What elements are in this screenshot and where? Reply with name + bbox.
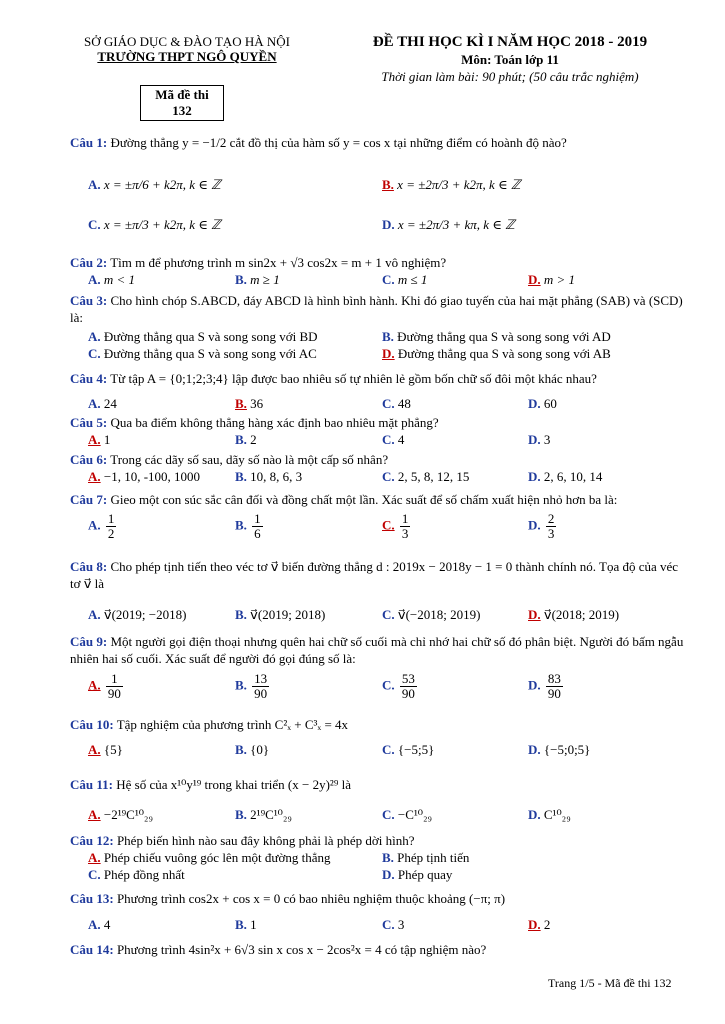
option-letter: A. [88, 677, 101, 693]
option-letter: A. [88, 396, 101, 411]
option-letter: D. [528, 742, 541, 757]
question-text: Một người gọi điện thoại nhưng quên hai chữ số cuối mà chỉ nhớ hai chữ số đó phân biệt. Người đó bấm ngẫu nhiên hai số cuối. Xác suất để người đó gọi đúng số là: [70, 634, 684, 666]
option-text: {−5;5} [397, 742, 435, 757]
option-6c[interactable] [382, 468, 469, 485]
question-2 [70, 254, 690, 271]
option-text: Phép tịnh tiến [397, 850, 470, 865]
option-text: C¹⁰₂₉ [543, 807, 571, 822]
option-3a[interactable] [88, 328, 318, 345]
exam-code-box [140, 85, 224, 121]
option-8c[interactable] [382, 606, 480, 623]
numerator: 2 [547, 511, 555, 526]
denominator: 2 [107, 526, 115, 541]
option-2c[interactable] [382, 271, 427, 288]
exam-header [335, 34, 685, 85]
option-letter: D. [528, 396, 541, 411]
option-text: v⃗(2019; −2018) [103, 607, 187, 622]
option-letter: B. [235, 807, 247, 822]
question-label: Câu 2: [70, 255, 108, 270]
option-1a[interactable] [88, 176, 221, 193]
question-text: Hệ số của x¹⁰y¹⁹ trong khai triển (x − 2y)²⁹ là [116, 777, 351, 792]
option-text: {5} [103, 742, 123, 757]
option-letter: B. [235, 517, 247, 533]
question-14 [70, 941, 690, 958]
option-9a[interactable] [88, 672, 125, 701]
option-letter: D. [528, 607, 541, 622]
option-letter: A. [88, 807, 101, 822]
option-1d[interactable] [382, 216, 515, 233]
option-letter: C. [88, 217, 101, 232]
option-text: 2 [250, 432, 257, 447]
question-text: Phương trình 4sin²x + 6√3 sin x cos x − 2cos²x = 4 có tập nghiệm nào? [116, 942, 487, 957]
option-text: 3 [543, 432, 551, 447]
option-text: v⃗(2018; 2019) [543, 607, 620, 622]
option-5d[interactable] [528, 431, 550, 448]
exam-code-label: Mã đề thi [155, 87, 209, 102]
question-text: Cho hình chóp S.ABCD, đáy ABCD là hình bình hành. Khi đó giao tuyến của hai mặt phẳng (SAB) và (SCD) là: [70, 293, 683, 325]
option-11a[interactable] [88, 806, 153, 823]
option-letter: D. [528, 677, 541, 693]
option-letter: A. [88, 742, 101, 757]
option-10c[interactable] [382, 741, 434, 758]
fraction [252, 512, 263, 541]
option-text: −1, 10, -100, 1000 [103, 469, 201, 484]
question-text: Gieo một con súc sắc cân đối và đồng chất một lần. Xác suất để số chấm xuất hiện nhỏ hơn ba là: [110, 492, 618, 507]
question-8 [70, 558, 690, 592]
option-text: 60 [543, 396, 557, 411]
option-letter: C. [382, 517, 395, 533]
option-letter: D. [528, 917, 541, 932]
option-text: Phép chiếu vuông góc lên một đường thẳng [103, 850, 331, 865]
option-letter: C. [382, 432, 395, 447]
question-9 [70, 633, 690, 667]
option-letter: B. [382, 850, 394, 865]
option-13a[interactable] [88, 916, 110, 933]
fraction [400, 672, 417, 701]
option-text: {−5;0;5} [543, 742, 591, 757]
option-text: x = ±π/6 + k2π, k ∈ ℤ [103, 177, 221, 192]
option-letter: A. [88, 607, 101, 622]
option-12c[interactable] [88, 866, 185, 883]
option-letter: B. [235, 607, 247, 622]
option-2a[interactable] [88, 271, 135, 288]
option-letter: B. [235, 396, 247, 411]
option-3d[interactable] [382, 345, 611, 362]
option-text: 2 [543, 917, 551, 932]
option-5b[interactable] [235, 431, 257, 448]
option-letter: D. [528, 517, 541, 533]
option-text: m ≥ 1 [250, 272, 280, 287]
option-text: x = ±2π/3 + k2π, k ∈ ℤ [397, 177, 521, 192]
option-7a[interactable] [88, 512, 118, 541]
option-4c[interactable] [382, 395, 411, 412]
option-letter: C. [382, 807, 395, 822]
question-text: Trong các dãy số sau, dãy số nào là một cấp số nhân? [110, 452, 389, 467]
question-5 [70, 414, 690, 431]
option-letter: B. [235, 917, 247, 932]
option-letter: C. [382, 742, 395, 757]
option-text: v⃗(2019; 2018) [250, 607, 326, 622]
question-10 [70, 716, 690, 733]
option-4a[interactable] [88, 395, 117, 412]
option-letter: A. [88, 272, 101, 287]
denominator: 6 [254, 526, 261, 541]
option-letter: B. [235, 742, 247, 757]
fraction [106, 672, 123, 701]
question-label: Câu 1: [70, 135, 108, 150]
denominator: 90 [547, 686, 561, 701]
option-text: 2, 6, 10, 14 [543, 469, 603, 484]
option-text: m ≤ 1 [397, 272, 428, 287]
numerator: 83 [547, 671, 561, 686]
question-text: Phép biến hình nào sau đây không phải là phép dời hình? [116, 833, 415, 848]
option-4b[interactable] [235, 395, 263, 412]
option-6a[interactable] [88, 468, 200, 485]
option-8d[interactable] [528, 606, 619, 623]
option-9d[interactable] [528, 672, 565, 701]
option-text: Phép đồng nhất [103, 867, 185, 882]
option-text: Đường thẳng qua S và song song với BD [103, 329, 318, 344]
option-5a[interactable] [88, 431, 110, 448]
question-label: Câu 10: [70, 717, 114, 732]
option-letter: A. [88, 469, 101, 484]
option-1c[interactable] [88, 216, 221, 233]
option-letter: C. [382, 607, 395, 622]
option-3c[interactable] [88, 345, 317, 362]
school-name: TRƯỜNG THPT NGÔ QUYỀN [97, 49, 277, 64]
numerator: 13 [254, 671, 268, 686]
question-4 [70, 370, 690, 387]
question-text: Qua ba điểm không thẳng hàng xác định bao nhiêu mặt phẳng? [110, 415, 439, 430]
option-letter: C. [382, 677, 395, 693]
page-footer: Trang 1/5 - Mã đề thi 132 [548, 976, 672, 990]
option-1b[interactable] [382, 176, 521, 193]
question-label: Câu 3: [70, 293, 108, 308]
question-12 [70, 832, 690, 849]
question-label: Câu 11: [70, 777, 113, 792]
numerator: 1 [106, 672, 123, 687]
school-header [62, 34, 312, 64]
option-text: −C¹⁰₂₉ [397, 807, 433, 822]
option-text: 3 [397, 917, 405, 932]
option-text: m < 1 [103, 272, 136, 287]
option-letter: A. [88, 329, 101, 344]
option-letter: D. [528, 272, 541, 287]
department-name: SỞ GIÁO DỤC & ĐÀO TẠO HÀ NỘI [84, 34, 290, 49]
option-text: {0} [250, 742, 270, 757]
option-letter: A. [88, 517, 101, 533]
option-13b[interactable] [235, 916, 257, 933]
option-text: 4 [397, 432, 405, 447]
denominator: 90 [401, 686, 415, 701]
option-11d[interactable] [528, 806, 571, 823]
option-letter: A. [88, 850, 101, 865]
option-text: 2, 5, 8, 12, 15 [397, 469, 470, 484]
denominator: 90 [254, 686, 268, 701]
question-7 [70, 491, 690, 508]
fraction [546, 672, 563, 701]
question-label: Câu 13: [70, 891, 114, 906]
option-text: 10, 8, 6, 3 [250, 469, 303, 484]
fraction [252, 672, 269, 701]
fraction [106, 512, 117, 541]
option-text: m > 1 [543, 272, 576, 287]
option-10a[interactable] [88, 741, 123, 758]
option-4d[interactable] [528, 395, 557, 412]
option-7d[interactable] [528, 512, 558, 541]
exam-subject: Môn: Toán lớp 11 [461, 52, 559, 67]
question-label: Câu 5: [70, 415, 108, 430]
numerator: 1 [107, 511, 115, 526]
option-letter: A. [88, 432, 101, 447]
option-7b[interactable] [235, 512, 265, 541]
question-label: Câu 12: [70, 833, 114, 848]
option-text: Đường thẳng qua S và song song với AD [397, 329, 611, 344]
option-11b[interactable] [235, 806, 292, 823]
option-letter: A. [88, 177, 101, 192]
option-text: v⃗(−2018; 2019) [397, 607, 481, 622]
exam-title: ĐỀ THI HỌC KÌ I NĂM HỌC 2018 - 2019 [372, 34, 648, 50]
option-letter: B. [235, 272, 247, 287]
question-label: Câu 8: [70, 559, 108, 574]
numerator: 53 [401, 671, 415, 686]
denominator: 3 [547, 526, 555, 541]
option-letter: D. [528, 807, 541, 822]
question-label: Câu 6: [70, 452, 108, 467]
question-text: Tập nghiệm của phương trình C²ₓ + C³ₓ = 4x [116, 717, 349, 732]
option-8a[interactable] [88, 606, 186, 623]
option-6d[interactable] [528, 468, 602, 485]
option-6b[interactable] [235, 468, 302, 485]
option-2b[interactable] [235, 271, 280, 288]
option-letter: C. [382, 469, 395, 484]
question-label: Câu 9: [70, 634, 108, 649]
denominator: 90 [107, 686, 121, 701]
question-text: Đường thẳng y = −1/2 cắt đồ thị của hàm số y = cos x tại những điểm có hoành độ nào? [110, 135, 567, 150]
numerator: 1 [401, 511, 409, 526]
question-label: Câu 14: [70, 942, 114, 957]
option-2d[interactable] [528, 271, 575, 288]
numerator: 1 [254, 511, 261, 526]
option-letter: B. [235, 469, 247, 484]
option-12a[interactable] [88, 849, 330, 866]
option-letter: C. [382, 917, 395, 932]
fraction [400, 512, 411, 541]
question-11 [70, 776, 690, 793]
option-letter: D. [382, 217, 395, 232]
option-10b[interactable] [235, 741, 269, 758]
option-text: Đường thẳng qua S và song song với AC [103, 346, 317, 361]
option-11c[interactable] [382, 806, 432, 823]
question-text: Từ tập A = {0;1;2;3;4} lập được bao nhiêu số tự nhiên lẻ gồm bốn chữ số đôi một khác nhau? [110, 371, 597, 386]
option-text: x = ±2π/3 + kπ, k ∈ ℤ [397, 217, 515, 232]
option-13c[interactable] [382, 916, 404, 933]
exam-code: 132 [172, 103, 192, 118]
question-label: Câu 4: [70, 371, 108, 386]
option-3b[interactable] [382, 328, 611, 345]
option-9c[interactable] [382, 672, 419, 701]
option-7c[interactable] [382, 512, 412, 541]
exam-time: Thời gian làm bài: 90 phút; (50 câu trắc nghiệm) [381, 69, 639, 84]
question-13 [70, 890, 690, 907]
option-text: 24 [103, 396, 117, 411]
option-text: x = ±π/3 + k2π, k ∈ ℤ [103, 217, 221, 232]
option-letter: C. [88, 346, 101, 361]
option-text: 36 [250, 396, 264, 411]
option-letter: B. [235, 677, 247, 693]
option-text: −2¹⁹C¹⁰₂₉ [103, 807, 153, 822]
option-letter: A. [88, 917, 101, 932]
option-text: Đường thẳng qua S và song song với AB [397, 346, 611, 361]
question-text: Cho phép tịnh tiến theo véc tơ v⃗ biến đường thẳng d : 2019x − 2018y − 1 = 0 thành chính nó. Tọa độ của véc tơ v⃗ là [70, 559, 679, 591]
question-1 [70, 134, 690, 151]
option-9b[interactable] [235, 672, 271, 701]
option-10d[interactable] [528, 741, 590, 758]
option-letter: B. [235, 432, 247, 447]
option-letter: D. [382, 346, 395, 361]
option-text: 1 [103, 432, 111, 447]
question-3 [70, 292, 690, 326]
question-6 [70, 451, 690, 468]
question-text: Phương trình cos2x + cos x = 0 có bao nhiêu nghiệm thuộc khoảng (−π; π) [116, 891, 506, 906]
option-5c[interactable] [382, 431, 404, 448]
question-text: Tìm m để phương trình m sin2x + √3 cos2x = m + 1 vô nghiệm? [110, 255, 447, 270]
option-text: 1 [250, 917, 257, 932]
option-text: Phép quay [397, 867, 453, 882]
option-text: 48 [397, 396, 411, 411]
option-text: 2¹⁹C¹⁰₂₉ [250, 807, 292, 822]
option-letter: B. [382, 329, 394, 344]
option-13d[interactable] [528, 916, 550, 933]
denominator: 3 [401, 526, 409, 541]
option-letter: B. [382, 177, 394, 192]
fraction [546, 512, 557, 541]
option-letter: D. [382, 867, 395, 882]
option-letter: D. [528, 469, 541, 484]
option-letter: C. [88, 867, 101, 882]
option-12b[interactable] [382, 849, 469, 866]
option-letter: C. [382, 272, 395, 287]
question-label: Câu 7: [70, 492, 108, 507]
option-12d[interactable] [382, 866, 452, 883]
option-letter: C. [382, 396, 395, 411]
option-8b[interactable] [235, 606, 325, 623]
option-letter: D. [528, 432, 541, 447]
option-text: 4 [103, 917, 111, 932]
